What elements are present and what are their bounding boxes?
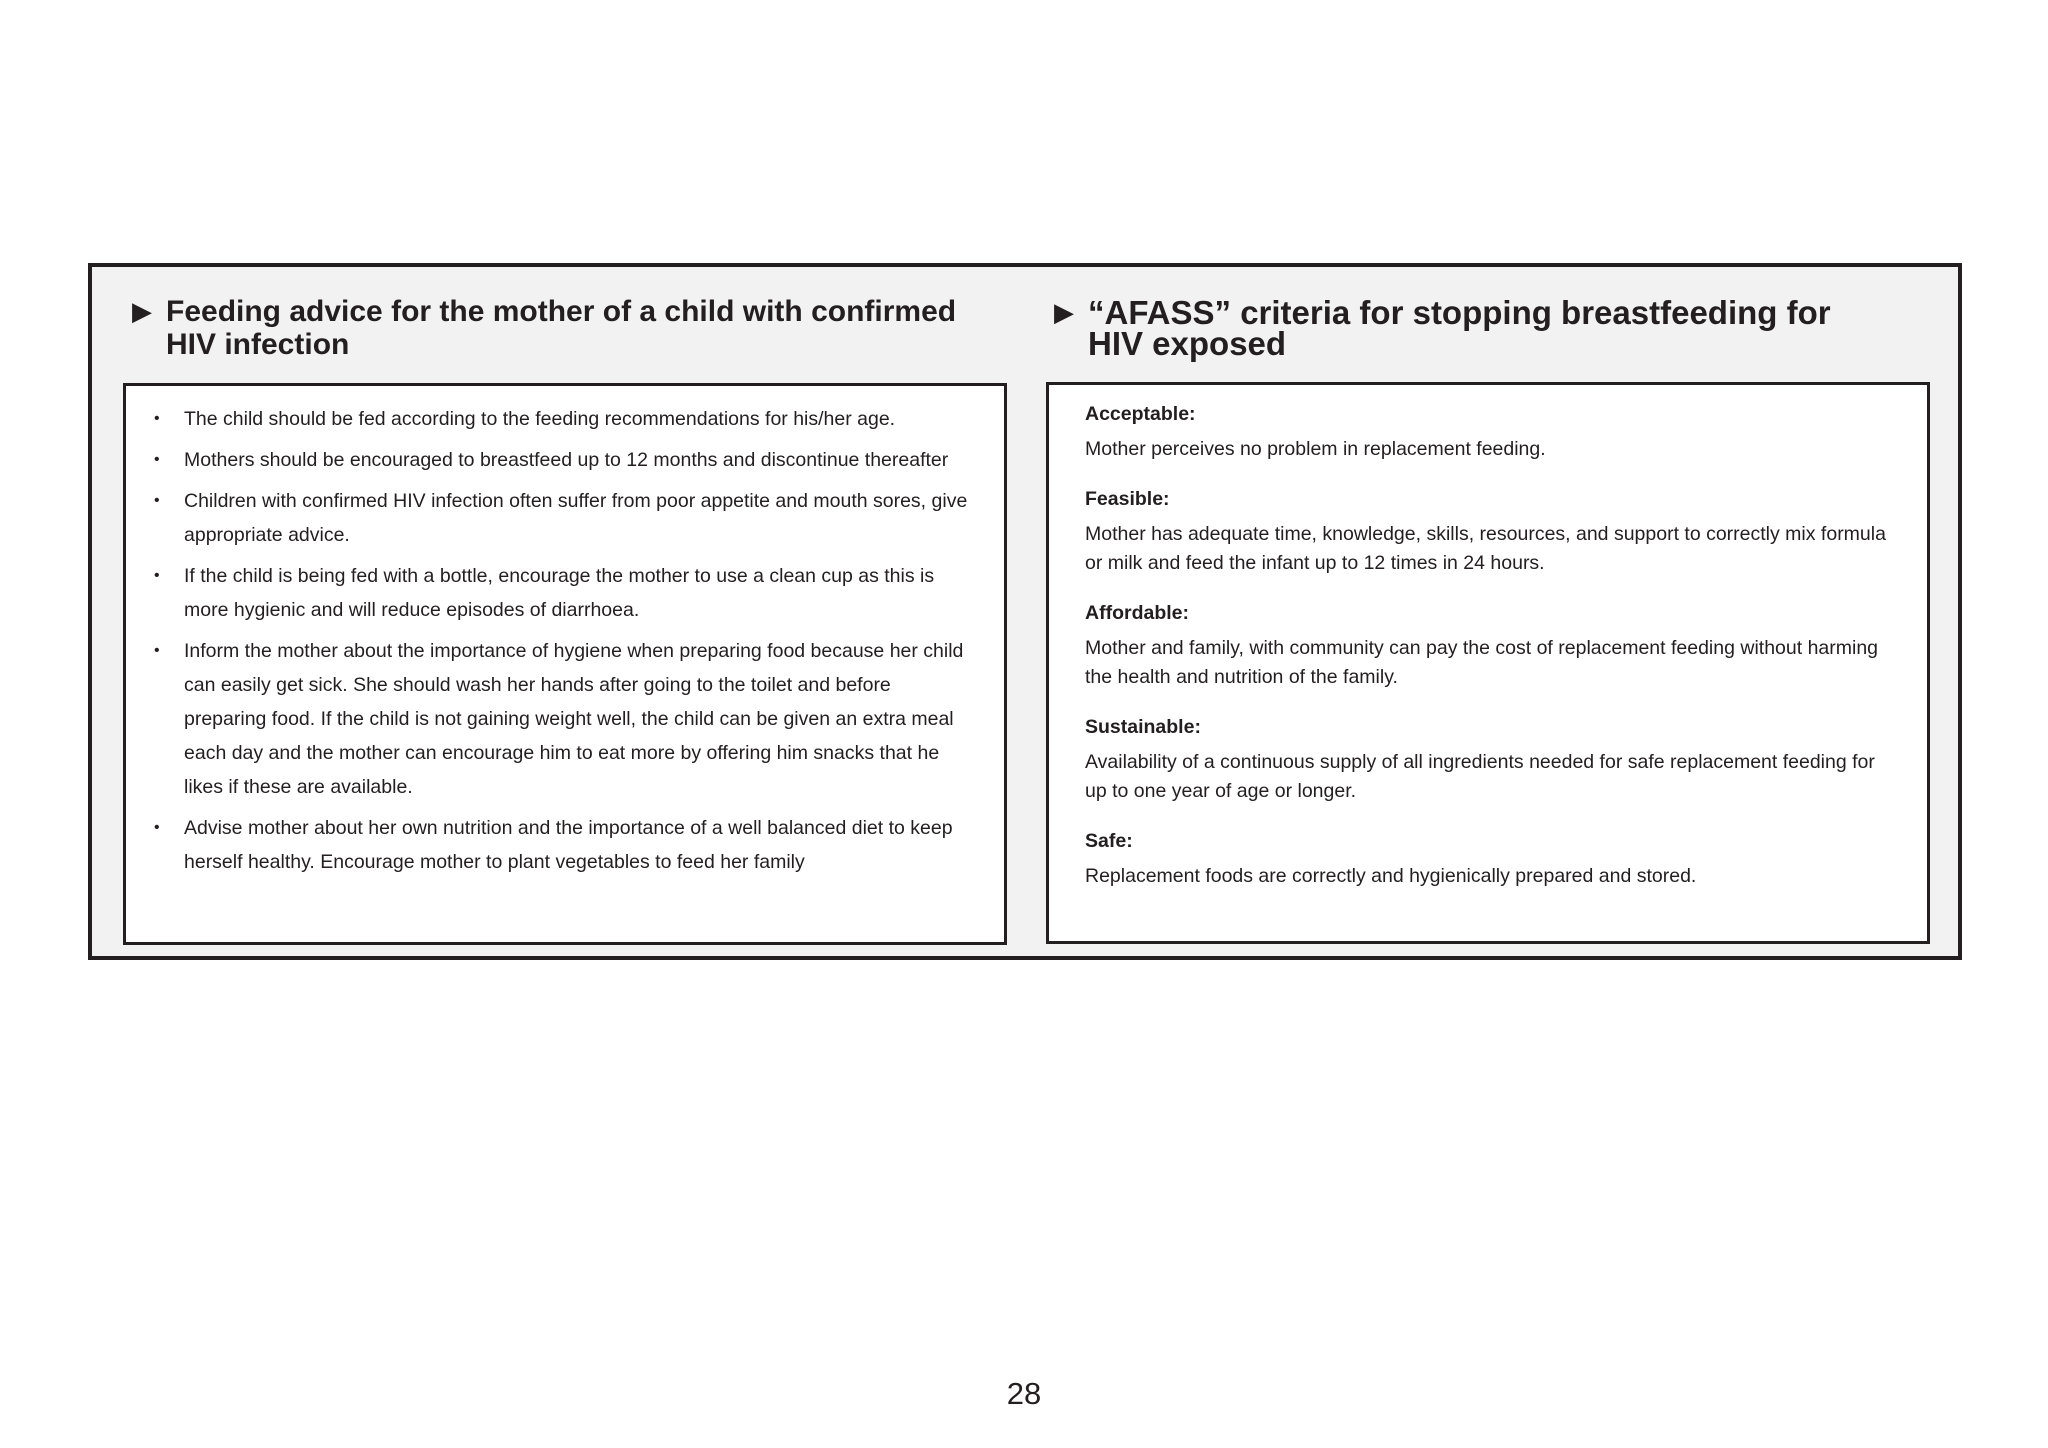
criterion-text: Mother has adequate time, knowledge, skills, resources, and support to correctly mix formula or milk and feed the infant up to 12 times in 24 hours. (1085, 523, 1886, 574)
criterion-label: Acceptable: (1085, 403, 1196, 425)
criterion-text: Availability of a continuous supply of all ingredients needed for safe replacement feeding for up to one year of age or longer. (1085, 751, 1875, 802)
bullet-icon: • (154, 819, 160, 836)
afass-heading (1054, 294, 1894, 362)
criterion-text: Mother and family, with community can pay the cost of replacement feeding without harming the health and nutrition of the family. (1085, 637, 1879, 688)
criterion-affordable (1085, 600, 1897, 692)
afass-heading-text: “AFASS” criteria for stopping breastfeeding for HIV exposed (1088, 294, 1831, 362)
list-item (154, 634, 978, 804)
feeding-advice-heading (132, 295, 972, 361)
list-item-text: The child should be fed according to the feeding recommendations for his/her age. (184, 408, 896, 430)
criterion-label: Affordable: (1085, 602, 1189, 624)
triangle-right-icon: ▶ (132, 296, 152, 326)
criterion-acceptable (1085, 401, 1897, 464)
criterion-safe (1085, 828, 1897, 891)
criterion-text: Mother perceives no problem in replacement feeding. (1085, 438, 1546, 460)
page-number: 28 (1006, 1376, 1042, 1411)
afass-criteria-panel (1046, 382, 1930, 944)
criterion-label: Sustainable: (1085, 716, 1201, 738)
list-item (154, 811, 978, 879)
criterion-label: Safe: (1085, 830, 1133, 852)
triangle-right-icon: ▶ (1054, 297, 1074, 327)
list-item-text: Mothers should be encouraged to breastfeed up to 12 months and discontinue thereafter (184, 449, 949, 471)
list-item-text: Advise mother about her own nutrition and the importance of a well balanced diet to keep herself healthy. Encourage mother to plant vegetables to feed her family (184, 817, 953, 873)
info-box (88, 263, 1962, 960)
criterion-label: Feasible: (1085, 488, 1170, 510)
list-item-text: If the child is being fed with a bottle, encourage the mother to use a clean cup as this is more hygienic and will reduce episodes of diarrhoea. (184, 565, 935, 621)
bullet-icon: • (154, 567, 160, 584)
criterion-text: Replacement foods are correctly and hygienically prepared and stored. (1085, 865, 1697, 887)
list-item (154, 443, 978, 477)
feeding-advice-panel (123, 383, 1007, 945)
bullet-icon: • (154, 410, 160, 427)
list-item-text: Inform the mother about the importance of hygiene when preparing food because her child can easily get sick. She should wash her hands after going to the toilet and before preparing food. If the child is not gaining weight well, the child can be given an extra meal each day and the mother can encourage him to eat more by offering him snacks that he likes if these are available. (184, 640, 964, 798)
bullet-icon: • (154, 492, 160, 509)
criterion-sustainable (1085, 714, 1897, 806)
bullet-icon: • (154, 642, 160, 659)
list-item (154, 484, 978, 552)
list-item (154, 402, 978, 436)
feeding-advice-heading-text: Feeding advice for the mother of a child with confirmed HIV infection (166, 295, 957, 361)
list-item (154, 559, 978, 627)
feeding-advice-list (154, 402, 978, 879)
bullet-icon: • (154, 451, 160, 468)
criterion-feasible (1085, 486, 1897, 578)
list-item-text: Children with confirmed HIV infection often suffer from poor appetite and mouth sores, give appropriate advice. (184, 490, 968, 546)
